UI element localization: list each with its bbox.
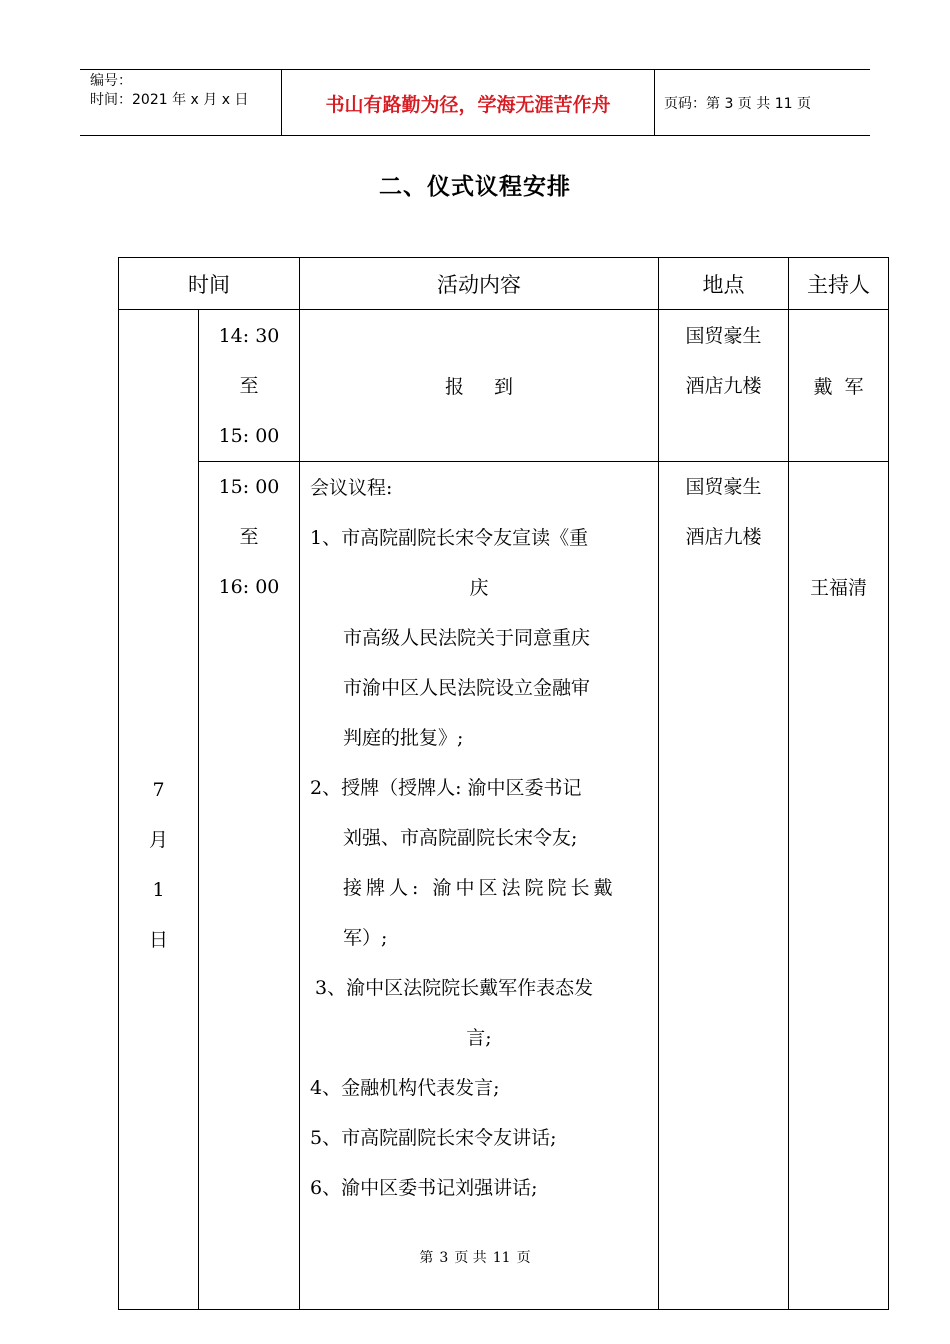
agenda-item: 5、市高院副院长宋令友讲话; [310, 1127, 557, 1149]
time-to: 至 [239, 526, 259, 548]
location-line: 国贸豪生 [685, 325, 762, 347]
agenda-item: 军）; [343, 927, 388, 949]
activity-text: 报到 [444, 376, 543, 398]
agenda-item: 接牌人: 渝中区法院院长戴 [343, 877, 617, 899]
date-char: 1 [152, 878, 165, 901]
host-cell: 戴 军 [789, 310, 889, 462]
agenda-item: 3、渝中区法院院长戴军作表态发 [315, 977, 594, 999]
header-location: 地点 [659, 258, 789, 310]
date-cell [119, 310, 199, 1310]
agenda-item: 4、金融机构代表发言; [310, 1077, 500, 1099]
agenda-title: 会议议程: [310, 477, 393, 499]
footer-mid: 页 共 [454, 1250, 487, 1266]
activity-cell [300, 462, 659, 1310]
host-cell: 王福清 [789, 462, 889, 1310]
agenda-item: 市高级人民法院关于同意重庆 [343, 627, 591, 649]
footer-page-number: 3 [439, 1250, 449, 1266]
document-date: 时间：2021 年 x 月 x 日 [90, 92, 249, 108]
location-line: 酒店九楼 [685, 375, 762, 397]
agenda-item: 刘强、市高院副院长宋令友; [343, 827, 578, 849]
table-row [119, 462, 889, 1310]
agenda-table [118, 257, 889, 1310]
header-motto: 书山有路勤为径，学海无涯苦作舟 [325, 94, 611, 116]
activity-cell [300, 310, 659, 462]
footer-prefix: 第 [419, 1250, 434, 1266]
header-meta [90, 72, 248, 110]
header-divider [654, 69, 655, 136]
document-number-label: 编号： [90, 73, 132, 89]
page-footer [0, 1247, 950, 1267]
time-start: 15: 00 [218, 476, 280, 498]
agenda-item: 言; [466, 1027, 492, 1049]
header-time: 时间 [119, 258, 300, 310]
date-char: 日 [148, 928, 168, 951]
agenda-list [300, 462, 658, 1213]
time-cell [199, 462, 300, 1310]
header-top-rule [80, 69, 870, 70]
agenda-item: 市渝中区人民法院设立金融审 [343, 677, 591, 699]
location-line: 酒店九楼 [685, 526, 762, 548]
footer-total-pages: 11 [492, 1250, 511, 1266]
header-activity: 活动内容 [300, 258, 659, 310]
time-end: 16: 00 [218, 576, 280, 598]
time-end: 15: 00 [218, 425, 280, 447]
location-cell [659, 310, 789, 462]
page-title: 二、仪式议程安排 [379, 174, 571, 200]
header-page-info: 页码：第 3 页 共 11 页 [664, 96, 811, 112]
table-header-row [119, 258, 889, 310]
header-host: 主持人 [789, 258, 889, 310]
date-char: 月 [148, 828, 168, 851]
agenda-item: 1、市高院副院长宋令友宣读《重 [310, 527, 589, 549]
agenda-item: 6、渝中区委书记刘强讲话; [310, 1177, 538, 1199]
time-cell [199, 310, 300, 462]
time-to: 至 [239, 375, 259, 397]
date-char: 7 [152, 778, 165, 801]
agenda-item: 判庭的批复》; [343, 727, 464, 749]
agenda-item: 2、授牌（授牌人: 渝中区委书记 [310, 777, 582, 799]
table-row [119, 310, 889, 462]
time-start: 14: 30 [218, 325, 280, 347]
header-bottom-rule [80, 135, 870, 136]
footer-suffix: 页 [516, 1250, 531, 1266]
location-line: 国贸豪生 [685, 476, 762, 498]
agenda-item: 庆 [469, 577, 489, 599]
location-cell [659, 462, 789, 1310]
